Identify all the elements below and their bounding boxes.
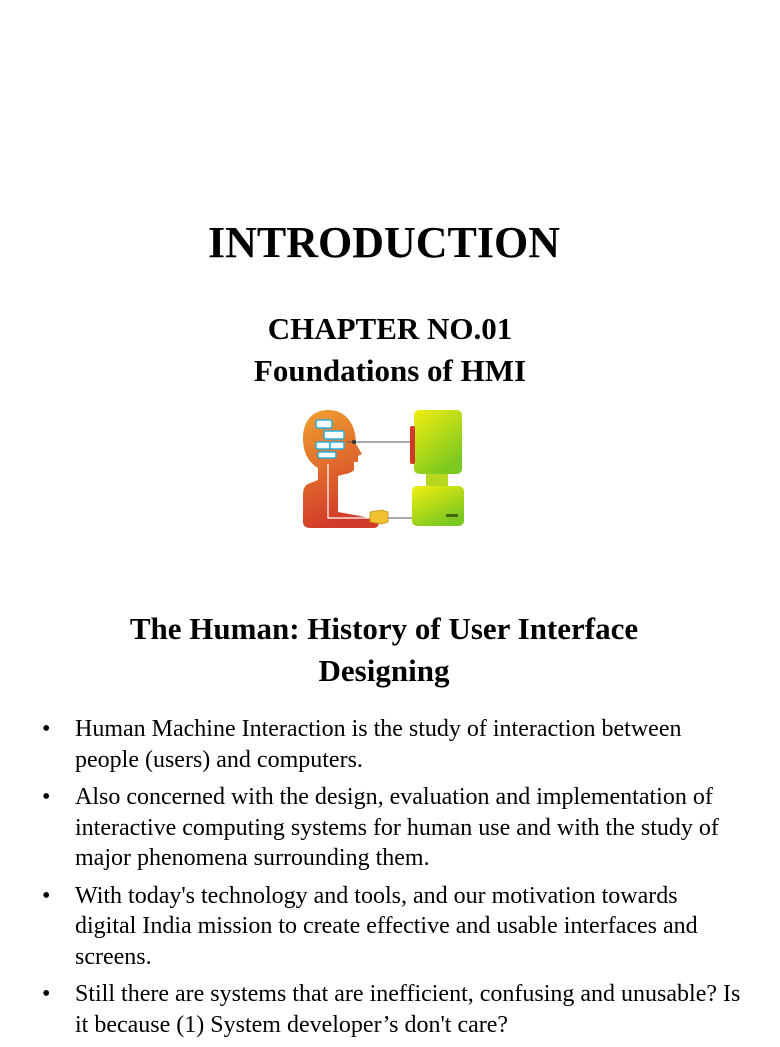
bullet-item xyxy=(0,782,768,874)
bullet-item xyxy=(0,979,768,1040)
bullet-item xyxy=(0,714,768,775)
bullet-text: Also concerned with the design, evaluation and implementation of interactive computing systems for human use and with the study of major phenomena surrounding them. xyxy=(75,784,719,871)
chapter-number: CHAPTER NO.01 xyxy=(267,311,513,346)
bullet-marker: • xyxy=(42,882,51,909)
bullet-marker: • xyxy=(42,784,51,810)
hci-illustration-graphic xyxy=(298,404,470,534)
page-title: INTRODUCTION xyxy=(207,218,561,267)
hand-icon xyxy=(370,510,388,524)
chapter-name: Foundations of HMI xyxy=(253,353,527,388)
bullet-list xyxy=(0,714,768,1047)
computer-base-shape xyxy=(412,486,464,526)
section-heading-line-2: Designing xyxy=(318,653,450,688)
section-heading-line-1: The Human: History of User Interface xyxy=(129,611,639,646)
bullet-marker: • xyxy=(42,716,51,742)
human-computer-interaction-icon xyxy=(298,404,470,534)
bullet-text: Still there are systems that are inefficient, confusing and unusable? Is it because (1) System developer’s don't care? xyxy=(75,981,741,1038)
bullet-item xyxy=(0,881,768,973)
monitor-screen-shape xyxy=(414,410,462,474)
chapter-heading xyxy=(0,308,780,392)
bullet-text: Human Machine Interaction is the study of interaction between people (users) and computers. xyxy=(75,716,682,773)
section-heading xyxy=(0,608,768,692)
bullet-text: With today's technology and tools, and our motivation towards digital India mission to create effective and usable interfaces and screens. xyxy=(75,882,698,970)
human-head-shape xyxy=(303,410,379,528)
bullet-marker: • xyxy=(42,981,51,1007)
